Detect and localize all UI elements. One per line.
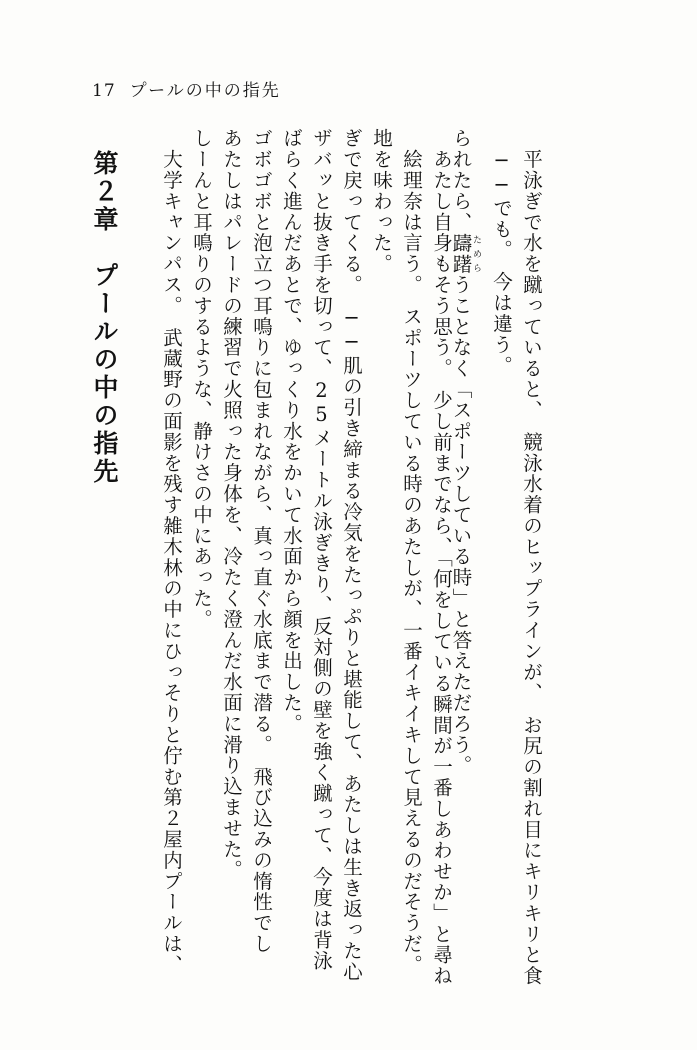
body-column-2: しーんと耳鳴りのするような、静けさの中にあった。 bbox=[190, 128, 213, 630]
body-column-1: 大学キャンパス。 武蔵野の面影を残す雑木林の中にひっそりと佇む第２屋内プールは、 bbox=[160, 128, 183, 976]
body-column-7: ぎで戻ってくる。 ──肌の引き締まる冷気をたっぷりと堪能して、あたしは生き返った心 bbox=[340, 128, 363, 983]
chapter-heading: 第２章 プールの中の指先 bbox=[90, 150, 119, 486]
body-column-9: 絵理奈は言う。 スポーツしている時のあたしが、一番イキイキして見えるのだそうだ。 bbox=[400, 128, 423, 976]
vertical-text-block bbox=[73, 128, 633, 1018]
running-head-title: プールの中の指先 bbox=[129, 81, 281, 101]
page-number: 17 bbox=[92, 81, 116, 101]
body-column-4: ゴボゴボと泡立つ耳鳴りに包まれながら、真っ直ぐ水底まで潜る。 飛び込みの惰性でし bbox=[250, 128, 273, 955]
body-column-5: ばらく進んだあとで、ゆっくり水をかいて水面から顔を出した。 bbox=[280, 128, 303, 735]
ruby-annotation: 躊躇ためら bbox=[449, 232, 481, 275]
column-gap bbox=[117, 128, 151, 1018]
body-column-10: あたし自身もそう思う。 少し前までなら、「何をしている瞬間が一番しあわせか」と尋ね bbox=[430, 128, 453, 987]
ruby-reading: ためら bbox=[471, 232, 481, 275]
running-head bbox=[92, 76, 281, 101]
body-column-6: ザバッと抜き手を切って、25メートル泳ぎきり、反対側の壁を強く蹴って、今度は背泳 bbox=[310, 128, 333, 971]
body-column-8: 地を味わった。 bbox=[370, 128, 393, 275]
body-column-12: ──でも。 今は違う。 bbox=[490, 128, 513, 377]
body-column-3: あたしはパレードの練習で火照った身体を、冷たく澄んだ水面に滑り込ませた。 bbox=[220, 128, 243, 881]
body-column-11: られたら、躊躇ためらうことなく「スポーツしている時」と答えただろう。 bbox=[449, 128, 481, 776]
body-column-13: 平泳ぎで水を蹴っていると、 競泳水着のヒップラインが、 お尻の割れ目にキリキリと食 bbox=[520, 128, 543, 987]
